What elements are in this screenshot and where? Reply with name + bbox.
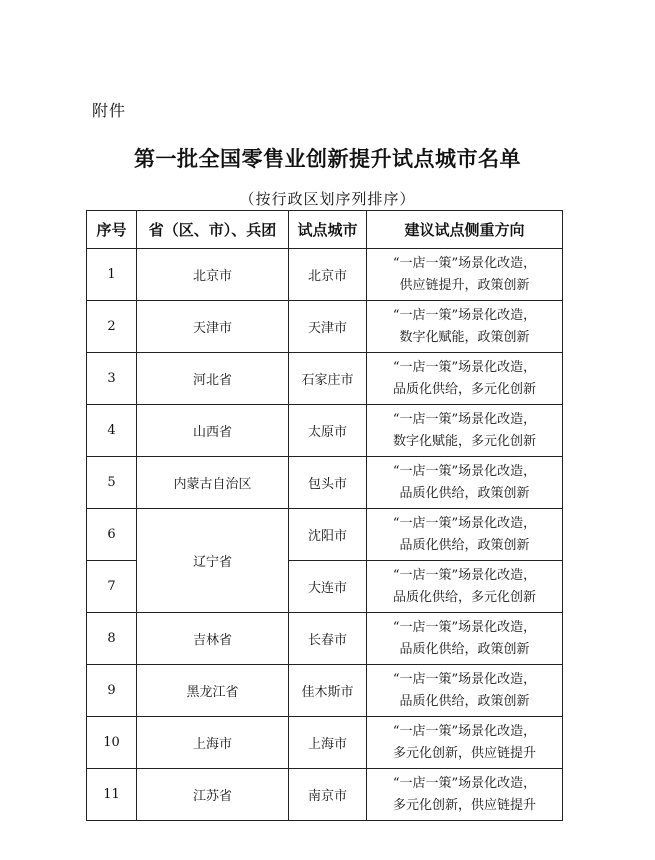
table-row [87,509,563,561]
row-city: 上海市 [289,717,367,769]
direction-line: 品质化供给，政策创新 [399,641,530,657]
row-city: 石家庄市 [289,353,367,405]
direction-line: “一店一策”场景化改造， [392,619,537,635]
row-number: 5 [87,457,137,509]
row-direction [367,301,563,353]
direction-line: 数字化赋能，多元化创新 [392,433,536,449]
direction-line: 品质化供给，政策创新 [399,485,530,501]
row-province: 河北省 [137,353,289,405]
row-province: 吉林省 [137,613,289,665]
document-subtitle: （按行政区划序列排序） [239,190,416,208]
row-province: 天津市 [137,301,289,353]
column-header-number: 序号 [87,211,137,249]
direction-line: 品质化供给，政策创新 [399,537,530,553]
direction-line: “一店一策”场景化改造， [392,515,537,531]
row-city: 北京市 [289,249,367,301]
row-city: 包头市 [289,457,367,509]
attachment-label: 附件 [92,101,127,120]
table-row [87,353,563,405]
direction-line: 品质化供给，政策创新 [399,693,530,709]
row-city: 天津市 [289,301,367,353]
row-number: 3 [87,353,137,405]
direction-line: 品质化供给，多元化创新 [392,381,536,397]
row-direction [367,717,563,769]
row-city: 南京市 [289,769,367,821]
column-header-direction: 建议试点侧重方向 [367,211,563,249]
direction-line: “一店一策”场景化改造， [392,359,537,375]
row-number: 11 [87,769,137,821]
table-row [87,249,563,301]
row-direction [367,249,563,301]
row-number: 2 [87,301,137,353]
row-direction [367,353,563,405]
row-number: 10 [87,717,137,769]
table-row [87,613,563,665]
row-number: 4 [87,405,137,457]
column-header-province: 省（区、市）、兵团 [137,211,289,249]
direction-line: “一店一策”场景化改造， [392,671,537,687]
row-province: 黑龙江省 [137,665,289,717]
direction-line: “一店一策”场景化改造， [392,723,537,739]
table-row [87,301,563,353]
direction-line: “一店一策”场景化改造， [392,411,537,427]
pilot-city-table [86,210,563,821]
table-row [87,769,563,821]
row-direction [367,769,563,821]
direction-line: 多元化创新，供应链提升 [392,745,536,761]
row-city: 佳木斯市 [289,665,367,717]
row-city: 长春市 [289,613,367,665]
row-direction [367,561,563,613]
row-number: 7 [87,561,137,613]
row-province: 辽宁省 [137,509,289,613]
row-province: 北京市 [137,249,289,301]
table-row [87,457,563,509]
row-city: 沈阳市 [289,509,367,561]
direction-line: “一店一策”场景化改造， [392,775,537,791]
direction-line: “一店一策”场景化改造， [392,307,537,323]
row-number: 8 [87,613,137,665]
direction-line: “一店一策”场景化改造， [392,567,537,583]
column-header-city: 试点城市 [289,211,367,249]
row-direction [367,509,563,561]
table-row [87,717,563,769]
row-province: 上海市 [137,717,289,769]
direction-line: “一店一策”场景化改造， [392,463,537,479]
row-province: 山西省 [137,405,289,457]
row-direction [367,665,563,717]
row-number: 9 [87,665,137,717]
row-direction [367,613,563,665]
row-number: 6 [87,509,137,561]
row-city: 大连市 [289,561,367,613]
row-province: 江苏省 [137,769,289,821]
row-number: 1 [87,249,137,301]
table-header-row [87,211,563,249]
table-row [87,665,563,717]
row-direction [367,405,563,457]
table-row [87,405,563,457]
row-province: 内蒙古自治区 [137,457,289,509]
direction-line: 多元化创新，供应链提升 [392,797,536,813]
direction-line: 品质化供给，多元化创新 [392,589,536,605]
document-title: 第一批全国零售业创新提升试点城市名单 [134,146,521,171]
direction-line: “一店一策”场景化改造， [392,255,537,271]
row-city: 太原市 [289,405,367,457]
direction-line: 供应链提升，政策创新 [399,277,530,293]
direction-line: 数字化赋能，政策创新 [399,329,530,345]
row-direction [367,457,563,509]
